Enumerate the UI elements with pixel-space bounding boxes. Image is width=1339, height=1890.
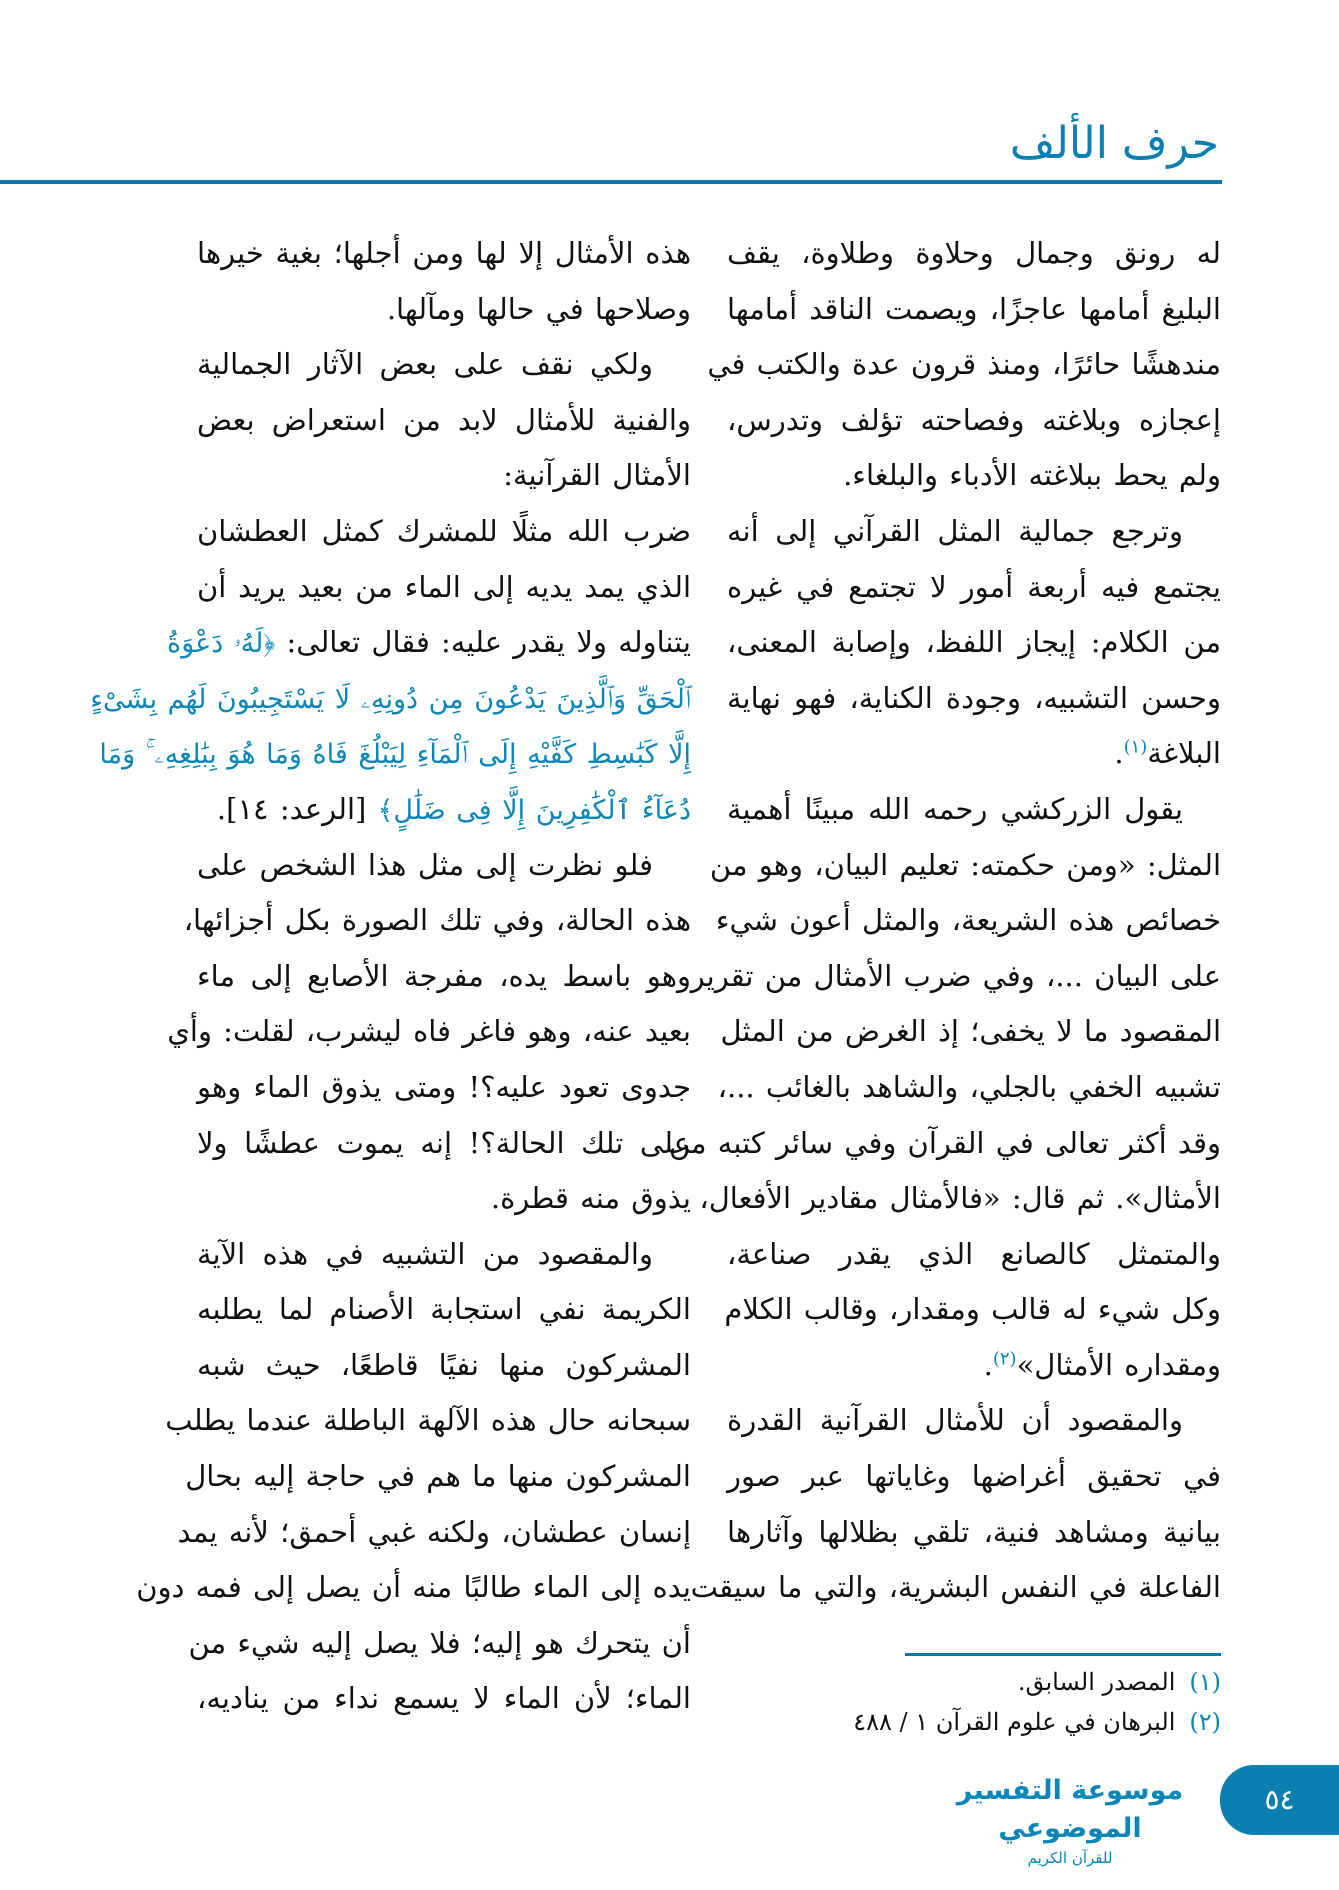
text-line: [90, 671, 691, 727]
body-text: المقصود ما لا يخفى؛ إذ الغرض من المثل: [720, 1014, 1221, 1049]
text-line: [720, 1004, 1221, 1060]
text-line: [727, 393, 1221, 449]
text-line: [99, 726, 691, 782]
text-line: [185, 1449, 691, 1505]
body-text: بعيد عنه، وهو فاغر فاه ليشرب، لقلت: وأي: [167, 1014, 691, 1049]
body-text: إعجازه وبلاغته وفصاحته تؤلف وتدرس،: [727, 402, 1221, 437]
text-line: [197, 393, 691, 449]
quran-verse-text: ٱلْحَقِّ وَٱلَّذِينَ يَدْعُونَ مِن دُونِهِۦ لَا يَسْتَجِيبُونَ لَهُم بِشَىْءٍ: [90, 683, 691, 715]
body-text: يقول الزركشي رحمه الله مبينًا أهمية: [727, 791, 1183, 826]
text-line: [727, 504, 1221, 560]
text-column-right: [668, 226, 1221, 1616]
body-text: ولكي نقف على بعض الآثار الجمالية: [197, 347, 653, 382]
text-line: [197, 337, 691, 393]
footnote: [1018, 1668, 1221, 1696]
body-text: والمتمثل كالصانع الذي يقدر صناعة،: [727, 1236, 1221, 1271]
body-text: البلاغة: [1147, 736, 1221, 771]
body-text: الماء؛ لأن الماء لا يسمع نداء من يناديه،: [197, 1681, 691, 1716]
body-text: يجتمع فيه أربعة أمور لا تجتمع في غيره: [727, 569, 1221, 604]
footnote-divider: [905, 1653, 1221, 1656]
body-text: [الرعد: ١٤].: [216, 791, 378, 826]
text-line: [717, 1060, 1221, 1116]
text-line: [727, 615, 1221, 671]
text-line: [727, 671, 1221, 727]
body-text: سبحانه حال هذه الآلهة الباطلة عندما يطلب: [165, 1403, 691, 1438]
text-line: [724, 1282, 1221, 1338]
body-text: المشركون منها ما هم في حاجة إليه بحال: [185, 1459, 691, 1494]
text-line: [183, 893, 691, 949]
body-text: وحسن التشبيه، وجودة الكناية، فهو نهاية: [727, 680, 1221, 715]
body-text: ومقداره الأمثال»: [1016, 1347, 1221, 1382]
text-line: [727, 448, 1221, 504]
body-text: خصائص هذه الشريعة، والمثل أعون شيء: [715, 903, 1221, 938]
body-text: ضرب الله مثلًا للمشرك كمثل العطشان: [197, 513, 691, 548]
text-line: [727, 1505, 1221, 1561]
text-line: [690, 949, 1221, 1005]
footnote-reference: (٢): [992, 1348, 1017, 1370]
body-text: بيانية ومشاهد فنية، تلقي بظلالها وآثارها: [727, 1514, 1221, 1549]
quran-verse-text: ﴿لَهُۥ دَعْوَةُ: [167, 628, 276, 660]
body-text: الفاعلة في النفس البشرية، والتي ما سيقت: [690, 1570, 1221, 1605]
body-text: على البيان ...، وفي ضرب الأمثال من تقرير: [690, 958, 1221, 993]
text-line: [727, 560, 1221, 616]
text-line: [197, 448, 691, 504]
body-text: فلو نظرت إلى مثل هذا الشخص على: [197, 847, 653, 882]
text-line: [197, 838, 691, 894]
body-text: جدوى تعود عليه؟! ومتى يذوق الماء وهو: [197, 1069, 691, 1104]
text-line: [715, 893, 1221, 949]
body-text: الأمثال القرآنية:: [503, 458, 691, 493]
body-text: تشبيه الخفي بالجلي، والشاهد بالغائب ...،: [717, 1069, 1221, 1104]
text-line: [699, 1171, 1221, 1227]
text-line: [727, 226, 1221, 282]
body-text: يده إلى الماء طالبًا منه أن يصل إلى فمه دون: [136, 1570, 691, 1605]
footnote: [853, 1708, 1221, 1736]
body-text: هذه الأمثال إلا لها ومن أجلها؛ بغية خيرها: [197, 236, 691, 270]
text-line: [727, 1227, 1221, 1283]
text-line: [197, 1171, 691, 1227]
body-text: إنسان عطشان، ولكنه غبي أحمق؛ لأنه يمد: [177, 1514, 691, 1549]
body-text: يتناوله ولا يقدر عليه: فقال تعالى:: [275, 625, 691, 660]
footnote-number: (٢): [1189, 1708, 1221, 1736]
text-line: [197, 1227, 691, 1283]
body-text: هذه الحالة، وفي تلك الصورة بكل أجزائها،: [183, 903, 691, 938]
body-text: الأمثال». ثم قال: «فالأمثال مقادير الأفعال،: [699, 1181, 1221, 1216]
quran-verse-text: دُعَآءُ ٱلْكَٰفِرِينَ إِلَّا فِى ضَلَٰلٍ﴾: [377, 794, 691, 826]
footnote-text: المصدر السابق.: [1017, 1668, 1176, 1696]
text-line: [727, 1393, 1221, 1449]
body-text: المشركون منها نفيًا قاطعًا، حيث شبه: [197, 1347, 691, 1382]
text-line: [177, 1505, 691, 1561]
footnote-text: البرهان في علوم القرآن ١ / ٤٨٨: [853, 1708, 1176, 1736]
body-text: والفنية للأمثال لابد من استعراض بعض: [197, 402, 691, 437]
text-line: [197, 226, 691, 282]
body-text: والمقصود من التشبيه في هذه الآية: [197, 1236, 653, 1271]
text-line: [727, 282, 1221, 338]
body-text: وهو باسط يده، مفرجة الأصابع إلى ماء: [197, 958, 691, 993]
text-line: [197, 282, 691, 338]
body-text: والمقصود أن للأمثال القرآنية القدرة: [727, 1403, 1183, 1438]
logo-subtitle: للقرآن الكريم: [1027, 1849, 1113, 1867]
text-line: [197, 949, 691, 1005]
body-text: المثل: «ومن حكمته: تعليم البيان، وهو من: [709, 847, 1221, 882]
text-line: [727, 782, 1221, 838]
text-line: [197, 1338, 691, 1394]
body-text: وصلاحها في حالها ومآلها.: [386, 291, 691, 326]
text-line: [167, 1004, 691, 1060]
body-text: البليغ أمامها عاجزًا، ويصمت الناقد أمامها: [727, 291, 1221, 326]
text-line: [727, 1449, 1221, 1505]
footnote-reference: (١): [1123, 736, 1148, 758]
body-text: .: [983, 1347, 993, 1382]
text-line: [197, 560, 691, 616]
logo-title: موسوعة التفسير الموضوعي: [956, 1775, 1184, 1844]
text-line: [668, 1116, 1221, 1172]
body-text: في تحقيق أغراضها وغاياتها عبر صور: [727, 1459, 1221, 1494]
text-line: [167, 615, 691, 671]
text-line: [136, 1560, 691, 1616]
body-text: مندهشًا حائرًا، ومنذ قرون عدة والكتب في: [707, 347, 1221, 382]
chapter-title: حرف الألف: [1009, 118, 1219, 169]
body-text: وكل شيء له قالب ومقدار، وقالب الكلام: [724, 1292, 1221, 1327]
text-line: [197, 782, 691, 838]
text-line: [727, 726, 1221, 782]
text-line: [188, 1616, 691, 1672]
body-text: أن يتحرك هو إليه؛ فلا يصل إليه شيء من: [188, 1625, 691, 1660]
body-text: على تلك الحالة؟! إنه يموت عطشًا ولا: [197, 1125, 691, 1160]
page-number: ٥٤: [1220, 1765, 1339, 1835]
encyclopedia-logo: [940, 1772, 1200, 1868]
text-line: [197, 1671, 691, 1727]
body-text: ولم يحط ببلاغته الأدباء والبلغاء.: [843, 458, 1221, 493]
body-text: الكريمة نفي استجابة الأصنام لما يطلبه: [197, 1292, 691, 1327]
text-column-left: [90, 226, 691, 1727]
body-text: له رونق وجمال وحلاوة وطلاوة، يقف: [727, 236, 1221, 270]
header-divider: [0, 180, 1222, 184]
text-line: [727, 1338, 1221, 1394]
text-line: [197, 1116, 691, 1172]
text-line: [690, 1560, 1221, 1616]
text-line: [197, 1060, 691, 1116]
quran-verse-text: إِلَّا كَبَٰسِطِ كَفَّيْهِ إِلَى ٱلْمَآءِ لِيَبْلُغَ فَاهُ وَمَا هُوَ بِبَٰلِغِهِۦ ۚ وَمَا: [99, 739, 691, 771]
footnote-number: (١): [1189, 1668, 1221, 1696]
text-line: [165, 1393, 691, 1449]
text-line: [197, 1282, 691, 1338]
body-text: من الكلام: إيجاز اللفظ، وإصابة المعنى،: [727, 625, 1221, 660]
text-line: [707, 337, 1221, 393]
body-text: يذوق منه قطرة.: [490, 1181, 691, 1216]
body-text: وقد أكثر تعالى في القرآن وفي سائر كتبه من: [668, 1125, 1221, 1160]
body-text: وترجع جمالية المثل القرآني إلى أنه: [727, 513, 1183, 548]
body-text: الذي يمد يديه إلى الماء من بعيد يريد أن: [197, 569, 691, 604]
text-line: [197, 504, 691, 560]
body-text: .: [1114, 736, 1124, 771]
text-line: [709, 838, 1221, 894]
